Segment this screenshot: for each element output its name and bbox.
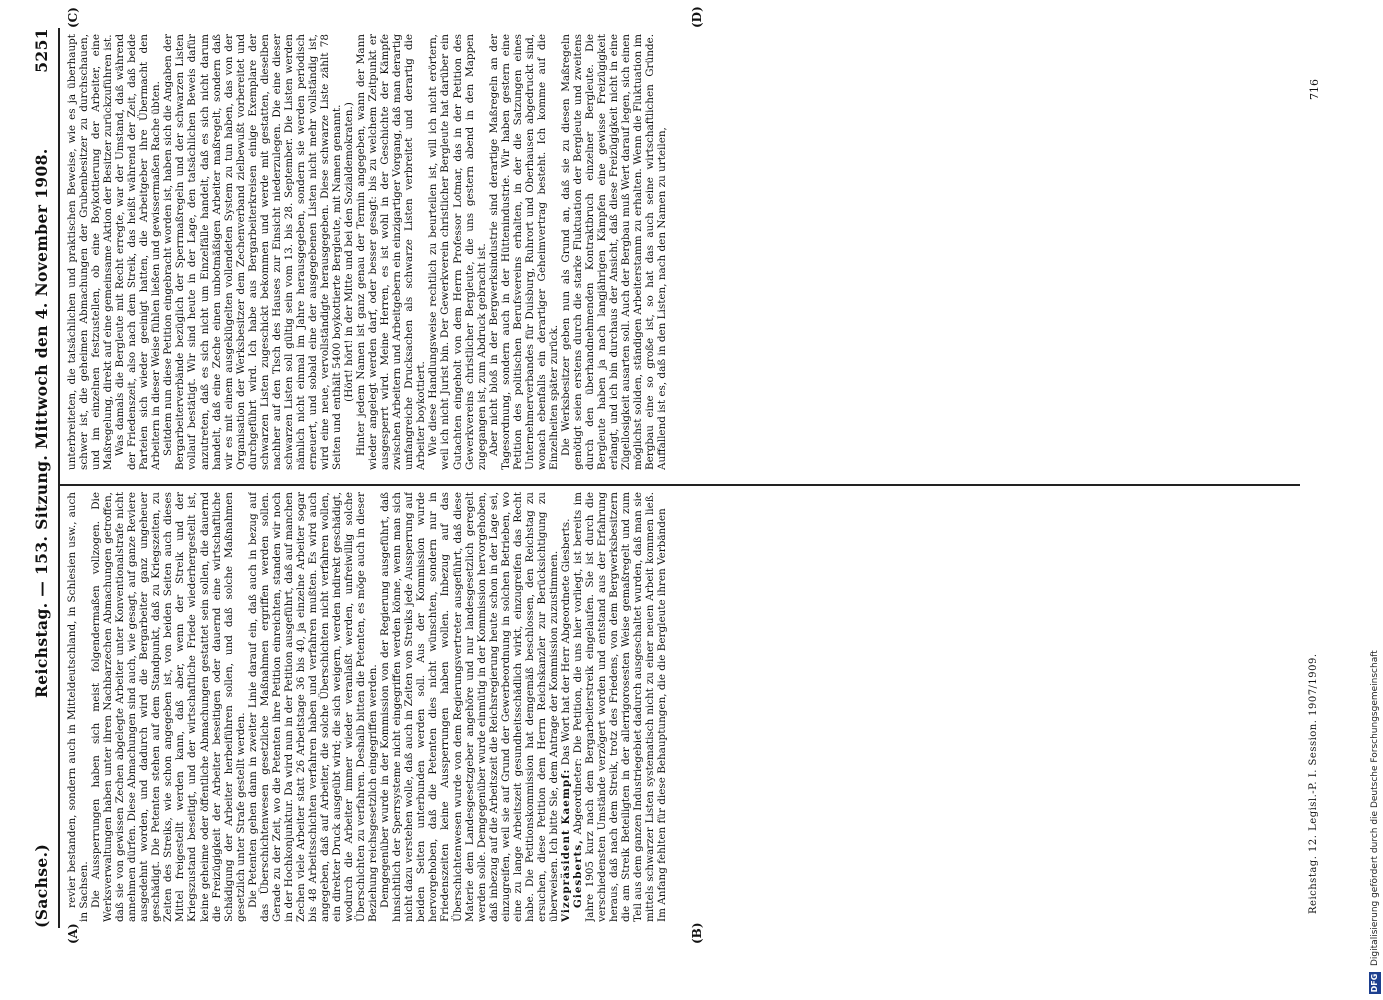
- paragraph-text: Die Werksbesitzer geben nun als Grund an, daß sie zu diesen Maßregeln genötigt seien erstens durch die starke Fluktuation der Bergleute und zweitens durch den überhandnehmenden Kontraktbruch einzelner Bergleute. Die Bergleute haben ja nach langjährigen Kämpfen eine gewisse Freizügigkeit erlangt, und ich bin durchaus der Ansicht, daß diese Freizügigkeit nicht in eine Zügellosigkeit ausarten soll. Auch der Bergbau muß Wert darauf legen, sich einen möglichst soliden, ständigen Arbeiterstamm zu erhalten. Wenn die Fluktuation im Bergbau eine so große ist, so hat das auch seine wirtschaftlichen Gründe. Auffallend ist es, daß in den Listen, nach den Namen zu urteilen,: [559, 34, 669, 470]
- paragraph-text: Seitdem nun diese Petition eingebracht worden ist, haben sich die Angaben der Bergarbeiterverbände bezüglich der Sperrmaßregeln und der schwarzen Listen vollauf bestätigt. Wir sind heute in der Lage, den tatsächlichen Beweis dafür anzutreten, daß es sich nicht um Einzelfälle handelt, daß es sich nicht darum handelt, daß eine Zeche einen unbotmäßigen Arbeiter maßregelt, sondern daß wir es mit einem ausgeklügelten vollendeten System zu tun haben, das von der Organisation der Werksbesitzer dem Zechenverband zielbewußt vorbereitet und durchgeführt wird. Ich habe aus Bergarbeiterkreisen einige Exemplare der schwarzen Listen zugeschickt bekommen und werde mit gestatten, dieselben nachher auf den Tisch des Hauses zur Einsicht niederzulegen. Die eine dieser schwarzen Listen soll gültig sein vom 13. bis 28. September. Die Listen werden nämlich nicht einmal im Jahre herausgegeben, sondern sie werden periodisch erneuert, und sobald eine der ausgegebenen Listen nicht mehr vollständig ist, wird eine neue, vervollständigte herausgegeben. Diese schwarze Liste zählt 78 Seiten und enthält 5400 boykottierte Bergleute, mit Namen genannt.: [162, 34, 344, 470]
- paragraph: [162, 34, 343, 470]
- paragraph-text: Abgeordneter: Die Petition, die uns hier vorliegt, ist bereits im Jahre 1905 kurz nach dem Bergarbeiterstreik eingelaufen. Sie ist durch die verschiedensten Umstände verzögert worden und entstand aus der Erfahrung heraus, daß nach dem Streik, trotz des Friedens, von dem Bergwerksbesitzern die am Streik Beteiligten in der allerrigorosesten Weise gemaßregelt und zum Teil aus dem ganzen Industriegebiet dadurch ausgeschaltet wurden, daß man sie mittels schwarzer Listen systematisch nicht zu einer neuen Arbeit kommen ließ. Im Anfang fehlten für diese Behauptungen, die die Bergleute ihren Verbänden: [571, 492, 669, 922]
- paragraph: [343, 34, 355, 470]
- paragraph-text: Hinter jedem Namen ist ganz genau der Termin angegeben, wann der Mann wieder angelegt werden darf, oder besser gesagt: bis zu welchem Zeitpunkt er ausgesperrt wird. Meine Herren, es ist wohl in der Geschichte der Kämpfe zwischen Arbeitern und Arbeitgebern ein einzigartiger Vorgang, daß man derartig umfangreiche Drucksachen als schwarze Listen verbreitet und derartig die Arbeiter boykottiert.: [355, 34, 428, 470]
- paragraph-text: Wie diese Handlungsweise rechtlich zu beurteilen ist, will ich nicht erörtern, weil ich nicht Jurist bin. Der Gewerkverein christlicher Bergleute hat darüber ein Gutachten eingeholt von dem Herrn Professor Lotmar, das in der Petition des Gewerkvereins christlicher Bergleute, die uns gestern abend in den Mappen zugegangen ist, zum Abdruck gebracht ist.: [427, 34, 488, 470]
- paragraph-text: Demgegenüber wurde in der Kommission von der Regierung ausgeführt, daß hinsichtlich der Sperrsysteme nicht eingegriffen werden könne, wenn man sich nicht dazu verstehen wolle, daß auch in Zeiten von Streiks jede Aussperrung auf beiden Seiten unterbunden werden soll. Aus der Kommission wurde hervorgehoben, daß die Petenten dies nicht wünschten, sondern nur in Friedenszeiten keine Aussperrungen haben wollen. Inbezug auf das Überschichtenwesen wurde von dem Regierungsvertreter ausgeführt, daß diese Materie dem Landesgesetzgeber angehöre und nur landesgesetzlich geregelt werden solle. Demgegenüber wurde einmütig in der Kommission hervorgehoben, daß inbezug auf die Arbeitszeit die Reichsregierung heute schon in der Lage sei, einzugreifen, weil sie auf Grund der Gewerbeordnung in solchen Betrieben, wo eine zu lange Arbeitszeit gesundheitsschädlich wirkt, einzugreifen das Recht habe. Die Petitionskommission hat demgemäß beschlossen, den Reichstag zu ersuchen, diese Petition dem Herrn Reichskanzler zur Berücksichtigung zu überweisen. Ich bitte Sie, dem Antrage der Kommission zuzustimmen.: [379, 492, 560, 922]
- paragraph: [427, 34, 487, 470]
- paragraph-text: Die Petenten gehen dann in zweiter Linie darauf ein, daß auch in bezug auf das Überschichtenwesen gesetzliche Maßnahmen ergriffen werden sollen. Gerade zu der Zeit, wo die Petenten ihre Petition einreichten, standen wir noch in der Hochkonjunktur. Da wird nun in der Petition ausgeführt, daß auf manchen Zechen viele Arbeiter statt 26 Arbeitstage 36 bis 40, ja einzelne Arbeiter sogar bis 48 Arbeitsschichten verfahren haben und verfahren mußten. Es wird auch angegeben, daß auf Arbeiter, die solche Überschichten nicht verfahren wollen, ein direkter Druck ausgeübt wird; die sich weigern, werden indirekt geschädigt, wodurch die Arbeiter immer wieder veranlaßt werden, unfreiwillig solche Überschichten zu verfahren. Deshalb bitten die Petenten, es möge auch in dieser Beziehung reichsgesetzlich eingegriffen werden.: [246, 492, 380, 922]
- paragraph: [560, 492, 572, 922]
- margin-mark-c: (C): [66, 7, 80, 28]
- paragraph: [247, 492, 380, 922]
- column-divider: [60, 484, 1300, 486]
- paragraph: [90, 492, 247, 922]
- digitization-attribution: [1368, 6, 1382, 994]
- footer-sheet-number: 716: [1308, 79, 1321, 100]
- paragraph: [114, 34, 162, 470]
- header-title: Reichstag. — 153. Sitzung. Mittwoch den 4. November 1908.: [32, 148, 51, 698]
- paragraph-text: Was damals die Bergleute mit Recht erregte, war der Umstand, daß während der Friedenszeit, also nach dem Streik, das heißt während der Zeit, daß beide Parteien sich wieder geeinigt hatten, die Arbeitgeber ihre Übermacht den Arbeitern in dieser Weise fühlen ließen und gewissermaßen Rache übten.: [114, 34, 163, 470]
- paragraph: [488, 34, 560, 470]
- paragraph: [379, 492, 560, 922]
- paragraph-text: Die Aussperrungen haben sich meist folgendermaßen vollzogen. Die Werksverwaltungen haben unter ihren Nachbarzechen Abmachungen getroffen, daß sie von gewissen Zechen abgelegte Arbeiter unter Konventionalstrafe nicht annehmen dürfen. Diese Abmachungen sind auch, wie gesagt, auf ganze Reviere ausgedehnt worden, und dadurch wird die Bergarbeiter ganz ungeheuer geschädigt. Die Petenten stehen auf dem Standpunkt, daß zu Kriegszeiten, zu Zeiten des Streiks, wie schon angegeben ist, von beiden Seiten auch dieses Mittel freigestellt werden kann, daß aber, wenn der Streik und der Kriegszustand beseitigt, und der wirtschaftliche Friede wiederhergestellt ist, keine geheime oder öffentliche Abmachungen gestattet sein sollen, die dauernd die Freizügigkeit der Arbeiter beseitigen oder dauernd eine wirtschaftliche Schädigung der Arbeiter herbeiführen sollen, und daß solche Maßnahmen gesetzlich unter Strafe gestellt werden.: [90, 492, 247, 922]
- paragraph-text: Aber nicht bloß in der Bergwerksindustrie sind derartige Maßregeln an der Tagesordnung, sondern auch in der Hüttenindustrie. Wir haben gestern eine Petition des politischen Berufsvereins erhalten, in der die Satzungen eines Unternehmerverbandes für Duisburg, Ruhrort und Oberhausen abgedruckt sind, wonach ebenfalls ein derartiger Geheimvertrag besteht. Ich komme auf die Einzelheiten später zurück.: [487, 34, 560, 470]
- paragraph-text: Das Wort hat der Herr Abgeordnete Giesberts.: [559, 518, 572, 766]
- paragraph-text: revier bestanden, sondern auch in Mitteldeutschland, in Schlesien usw., auch in Sachsen.: [66, 492, 91, 922]
- attribution-text: Digitalisierung gefördert durch die Deutsche Forschungsgemeinschaft: [1370, 650, 1380, 966]
- paragraph: [66, 492, 90, 922]
- page-number: 5251: [32, 28, 51, 73]
- speaker-name: Giesberts,: [571, 839, 584, 908]
- margin-mark-d: (D): [690, 6, 704, 28]
- dfg-logo: DFG: [1370, 973, 1379, 993]
- header-speaker-tag: (Sachse.): [32, 843, 51, 928]
- paragraph: [560, 34, 668, 470]
- left-column: [66, 492, 1306, 922]
- paragraph: [572, 492, 668, 922]
- header-rule: [58, 28, 60, 928]
- margin-mark-b: (B): [690, 922, 704, 944]
- paragraph-text: unterbreiteten, die tatsächlichen und praktischen Beweise, wie es ja überhaupt schwer ist, die geheimen Abmachungen der Grubenbesitzer zu durchschauen, und im einzelnen festzustellen, ob eine Boykottierung der Arbeiter, eine Maßregelung, direkt auf eine gemeinsame Aktion der Besitzer zurückzuführen ist.: [66, 34, 115, 470]
- paragraph: [355, 34, 427, 470]
- paragraph: [66, 34, 114, 470]
- margin-mark-a: (A): [66, 923, 80, 944]
- footer-session: Reichstag. 12. Legisl.-P. I. Session. 1907/1909.: [1308, 653, 1319, 914]
- right-column: [66, 34, 1306, 470]
- speaker-name: Vizepräsident Kaempf:: [559, 768, 572, 922]
- page-header: [28, 28, 56, 928]
- paragraph-text: (Hört! hört! in der Mitte und bei den Sozialdemokraten.): [343, 102, 356, 402]
